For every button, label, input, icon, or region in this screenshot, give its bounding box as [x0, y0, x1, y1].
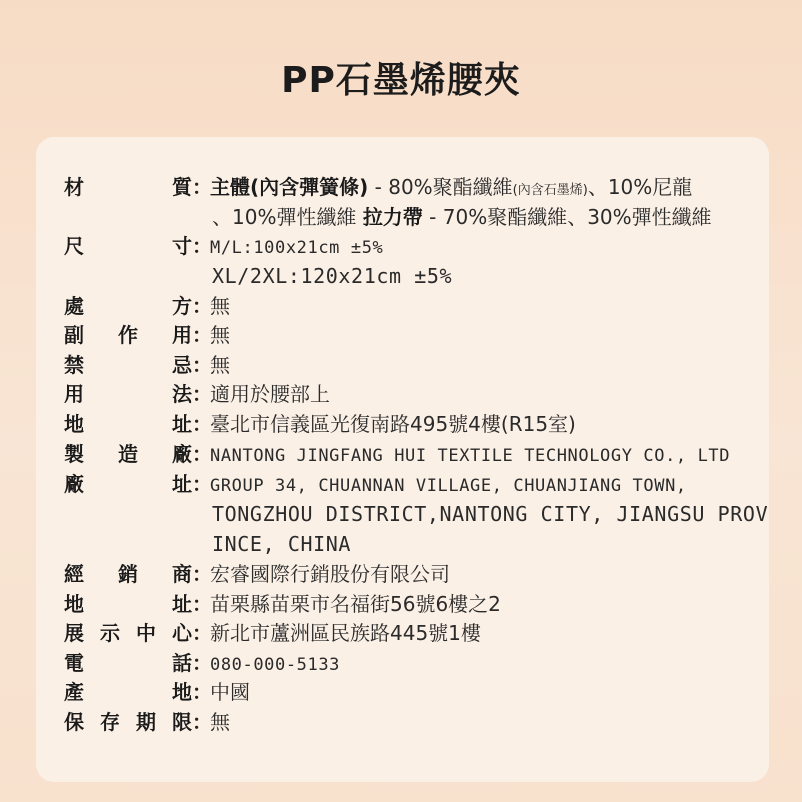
value-manufacturer: NANTONG JINGFANG HUI TEXTILE TECHNOLOGY CO., LTD — [210, 446, 731, 466]
spec-row-address: 地 址 ： 臺北市信義區光復南路495號4樓(R15室) — [64, 412, 576, 436]
value-size-line2: XL/2XL:120x21cm ±5% — [212, 264, 453, 288]
label-manufacturer: 製 造 廠 — [64, 442, 192, 466]
label-side-effects: 副 作 用 — [64, 323, 192, 347]
spec-row-phone: 電 話 ： 080-000-5133 — [64, 651, 341, 675]
label-address: 地 址 — [64, 412, 192, 436]
value-factory-address-line3: INCE, CHINA — [212, 532, 352, 556]
label-contraindications: 禁 忌 — [64, 353, 192, 377]
value-material-line2: 、10%彈性纖維 拉力帶 - 70%聚酯纖維、30%彈性纖維 — [212, 205, 712, 229]
value-usage: 適用於腰部上 — [210, 382, 330, 406]
label-material: 材 質 — [64, 175, 192, 199]
label-factory-address: 廠 址 — [64, 472, 192, 496]
label-origin: 產 地 — [64, 680, 192, 704]
spec-row-contraindications: 禁 忌 ： 無 — [64, 353, 230, 377]
label-usage: 用 法 — [64, 382, 192, 406]
value-phone: 080-000-5133 — [210, 655, 341, 675]
spec-row-distributor: 經 銷 商 ： 宏睿國際行銷股份有限公司 — [64, 562, 450, 586]
spec-row-distributor-address: 地 址 ： 苗栗縣苗栗市名福街56號6樓之2 — [64, 592, 501, 616]
label-distributor: 經 銷 商 — [64, 562, 192, 586]
value-prescription: 無 — [210, 294, 230, 318]
product-title: PP石墨烯腰夾 — [281, 60, 521, 101]
value-distributor: 宏睿國際行銷股份有限公司 — [210, 562, 450, 586]
value-factory-address-line2: TONGZHOU DISTRICT,NANTONG CITY, JIANGSU PROV — [212, 502, 769, 526]
spec-row-usage: 用 法 ： 適用於腰部上 — [64, 382, 330, 406]
value-distributor-address: 苗栗縣苗栗市名福街56號6樓之2 — [210, 592, 501, 616]
spec-row-factory-address: 廠 址 ： GROUP 34, CHUANNAN VILLAGE, CHUANJIANG TOWN, — [64, 472, 687, 496]
value-factory-address: GROUP 34, CHUANNAN VILLAGE, CHUANJIANG TOWN, — [210, 476, 687, 496]
value-address: 臺北市信義區光復南路495號4樓(R15室) — [210, 412, 576, 436]
spec-row-size: 尺 寸 ： M/L:100x21cm ±5% — [64, 234, 384, 258]
label-showroom: 展 示 中 心 — [64, 621, 192, 645]
spec-row-prescription: 處 方 ： 無 — [64, 294, 230, 318]
value-origin: 中國 — [210, 680, 250, 704]
spec-row-origin: 產 地 ： 中國 — [64, 680, 250, 704]
value-side-effects: 無 — [210, 323, 230, 347]
value-contraindications: 無 — [210, 353, 230, 377]
value-shelf-life: 無 — [210, 710, 230, 734]
label-prescription: 處 方 — [64, 294, 192, 318]
spec-row-showroom: 展 示 中 心 ： 新北市蘆洲區民族路445號1樓 — [64, 621, 481, 645]
value-size: M/L:100x21cm ±5% — [210, 238, 384, 258]
value-showroom: 新北市蘆洲區民族路445號1樓 — [210, 621, 481, 645]
spec-row-material: 材 質 ： 主體(內含彈簧條) - 80%聚酯纖維(內含石墨烯)、10%尼龍 — [64, 175, 692, 203]
spec-row-side-effects: 副 作 用 ： 無 — [64, 323, 230, 347]
label-shelf-life: 保 存 期 限 — [64, 710, 192, 734]
label-phone: 電 話 — [64, 651, 192, 675]
label-distributor-address: 地 址 — [64, 592, 192, 616]
spec-row-shelf-life: 保 存 期 限 ： 無 — [64, 710, 230, 734]
value-material: 主體(內含彈簧條) - 80%聚酯纖維(內含石墨烯)、10%尼龍 — [210, 175, 693, 199]
label-size: 尺 寸 — [64, 234, 192, 258]
spec-row-manufacturer: 製 造 廠 ： NANTONG JINGFANG HUI TEXTILE TECHNOLOGY CO., LTD — [64, 442, 731, 466]
